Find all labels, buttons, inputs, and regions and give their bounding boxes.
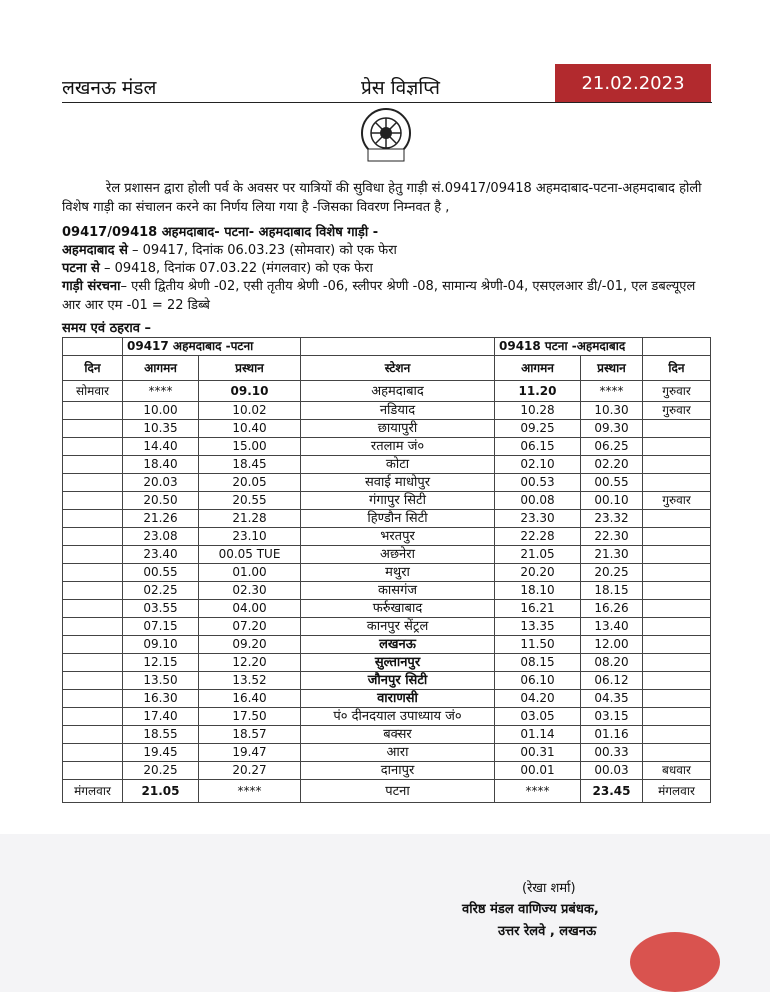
cell-arrival-up: 12.15: [123, 654, 199, 672]
up-train-title: 09417 अहमदाबाद -पटना: [123, 338, 301, 356]
cell-departure-down: 22.30: [581, 528, 643, 546]
cell-departure-down: 18.15: [581, 582, 643, 600]
from-patna-text: – 09418, दिनांक 07.03.22 (मंगलवार) को एक फेरा: [99, 261, 373, 276]
cell-day-down: गुरुवार: [643, 402, 711, 420]
cell-day-up: सोमवार: [63, 381, 123, 402]
table-row: [63, 744, 711, 762]
table-row: [63, 381, 711, 402]
cell-arrival-up: 20.50: [123, 492, 199, 510]
cell-departure-down: 12.00: [581, 636, 643, 654]
cell-station: सवाई माधोपुर: [301, 474, 495, 492]
cell-arrival-down: 00.53: [495, 474, 581, 492]
cell-day-down: [643, 474, 711, 492]
cell-departure-up: 18.57: [199, 726, 301, 744]
header-departure-up: प्रस्थान: [199, 356, 301, 381]
cell-departure-up: ****: [199, 780, 301, 803]
cell-departure-down: 04.35: [581, 690, 643, 708]
cell-day-down: [643, 726, 711, 744]
cell-day-up: मंगलवार: [63, 780, 123, 803]
table-row: [63, 690, 711, 708]
cell-arrival-down: 01.14: [495, 726, 581, 744]
cell-day-up: [63, 456, 123, 474]
cell-departure-up: 19.47: [199, 744, 301, 762]
cell-departure-up: 04.00: [199, 600, 301, 618]
table-row: [63, 708, 711, 726]
cell-day-down: बधवार: [643, 762, 711, 780]
cell-day-down: [643, 510, 711, 528]
cell-day-down: [643, 708, 711, 726]
cell-station: अहमदाबाद: [301, 381, 495, 402]
cell-arrival-down: 22.28: [495, 528, 581, 546]
cell-day-up: [63, 582, 123, 600]
cell-station: वाराणसी: [301, 690, 495, 708]
title-blank-right: [643, 338, 711, 356]
table-row: [63, 474, 711, 492]
cell-arrival-up: 21.05: [123, 780, 199, 803]
cell-arrival-down: ****: [495, 780, 581, 803]
table-row: [63, 582, 711, 600]
cell-departure-up: 09.10: [199, 381, 301, 402]
cell-day-down: [643, 636, 711, 654]
cell-departure-up: 12.20: [199, 654, 301, 672]
cell-departure-up: 09.20: [199, 636, 301, 654]
cell-day-down: [643, 744, 711, 762]
cell-arrival-down: 18.10: [495, 582, 581, 600]
cell-departure-down: 20.25: [581, 564, 643, 582]
table-row: [63, 438, 711, 456]
cell-departure-up: 20.55: [199, 492, 301, 510]
cell-departure-up: 07.20: [199, 618, 301, 636]
cell-station: जौनपुर सिटी: [301, 672, 495, 690]
signatory-designation: वरिष्ठ मंडल वाणिज्य प्रबंधक,: [462, 902, 599, 917]
cell-departure-down: 03.15: [581, 708, 643, 726]
cell-arrival-up: 09.10: [123, 636, 199, 654]
cell-departure-down: 13.40: [581, 618, 643, 636]
cell-day-up: [63, 690, 123, 708]
cell-departure-down: 21.30: [581, 546, 643, 564]
cell-arrival-down: 00.01: [495, 762, 581, 780]
cell-arrival-up: 20.03: [123, 474, 199, 492]
cell-day-up: [63, 528, 123, 546]
cell-arrival-up: 10.35: [123, 420, 199, 438]
cell-day-down: [643, 582, 711, 600]
cell-departure-down: 08.20: [581, 654, 643, 672]
table-row: [63, 636, 711, 654]
cell-arrival-up: ****: [123, 381, 199, 402]
cell-day-down: [643, 690, 711, 708]
cell-day-up: [63, 762, 123, 780]
cell-departure-down: 00.55: [581, 474, 643, 492]
cell-arrival-down: 21.05: [495, 546, 581, 564]
cell-day-down: [643, 438, 711, 456]
header-station: स्टेशन: [301, 356, 495, 381]
cell-departure-up: 10.02: [199, 402, 301, 420]
table-row: [63, 420, 711, 438]
cell-arrival-down: 20.20: [495, 564, 581, 582]
cell-arrival-down: 16.21: [495, 600, 581, 618]
cell-departure-down: 06.25: [581, 438, 643, 456]
cell-day-up: [63, 654, 123, 672]
cell-station: रतलाम जं०: [301, 438, 495, 456]
cell-arrival-down: 06.10: [495, 672, 581, 690]
cell-day-up: [63, 546, 123, 564]
from-patna-line: [62, 259, 373, 278]
table-row: [63, 672, 711, 690]
header-arrival-up: आगमन: [123, 356, 199, 381]
header-divider: [62, 102, 712, 103]
cell-day-up: [63, 474, 123, 492]
cell-arrival-up: 18.40: [123, 456, 199, 474]
cell-departure-down: 23.45: [581, 780, 643, 803]
timetable: [62, 337, 711, 803]
header-day-up: दिन: [63, 356, 123, 381]
cell-departure-up: 02.30: [199, 582, 301, 600]
table-row: [63, 780, 711, 803]
cell-departure-up: 01.00: [199, 564, 301, 582]
cell-departure-up: 13.52: [199, 672, 301, 690]
cell-departure-up: 21.28: [199, 510, 301, 528]
cell-departure-down: 00.33: [581, 744, 643, 762]
division-name: लखनऊ मंडल: [62, 77, 157, 99]
cell-station: भरतपुर: [301, 528, 495, 546]
cell-arrival-up: 19.45: [123, 744, 199, 762]
table-row: [63, 528, 711, 546]
cell-departure-down: 09.30: [581, 420, 643, 438]
title-blank-left: [63, 338, 123, 356]
cell-station: कासगंज: [301, 582, 495, 600]
cell-station: कानपुर सेंट्रल: [301, 618, 495, 636]
train-title: 09417/09418 अहमदाबाद- पटना- अहमदाबाद विशेष गाड़ी -: [62, 225, 379, 240]
table-row: [63, 564, 711, 582]
cell-arrival-down: 10.28: [495, 402, 581, 420]
cell-arrival-up: 10.00: [123, 402, 199, 420]
cell-station: लखनऊ: [301, 636, 495, 654]
cell-station: नडियाद: [301, 402, 495, 420]
signatory-name: (रेखा शर्मा): [522, 881, 576, 896]
cell-departure-down: 00.10: [581, 492, 643, 510]
cell-departure-up: 10.40: [199, 420, 301, 438]
cell-arrival-down: 11.20: [495, 381, 581, 402]
cell-arrival-up: 23.40: [123, 546, 199, 564]
table-row: [63, 726, 711, 744]
cell-station: आरा: [301, 744, 495, 762]
cell-arrival-up: 13.50: [123, 672, 199, 690]
table-row: [63, 654, 711, 672]
timing-label: समय एवं ठहराव –: [62, 321, 151, 336]
cell-arrival-down: 00.31: [495, 744, 581, 762]
cell-station: दानापुर: [301, 762, 495, 780]
cell-day-down: [643, 420, 711, 438]
cell-day-down: [643, 672, 711, 690]
table-row: [63, 762, 711, 780]
cell-day-down: [643, 546, 711, 564]
northern-railway-logo: [356, 105, 416, 165]
cell-arrival-down: 08.15: [495, 654, 581, 672]
from-ahmedabad-text: – 09417, दिनांक 06.03.23 (सोमवार) को एक फेरा: [127, 243, 397, 258]
cell-day-up: [63, 744, 123, 762]
cell-day-down: गुरुवार: [643, 492, 711, 510]
cell-arrival-up: 14.40: [123, 438, 199, 456]
cell-departure-up: 16.40: [199, 690, 301, 708]
cell-station: सुल्तानपुर: [301, 654, 495, 672]
from-ahmedabad-label: अहमदाबाद से: [62, 243, 128, 258]
cell-station: गंगापुर सिटी: [301, 492, 495, 510]
header-departure-down: प्रस्थान: [581, 356, 643, 381]
cell-departure-down: ****: [581, 381, 643, 402]
rake-label: गाड़ी संरचना: [62, 279, 121, 294]
cell-station: अछनेरा: [301, 546, 495, 564]
cell-day-down: [643, 528, 711, 546]
cell-departure-up: 15.00: [199, 438, 301, 456]
down-train-title: 09418 पटना -अहमदाबाद: [495, 338, 643, 356]
cell-arrival-down: 11.50: [495, 636, 581, 654]
table-row: [63, 456, 711, 474]
table-row: [63, 546, 711, 564]
cell-departure-down: 00.03: [581, 762, 643, 780]
cell-departure-up: 23.10: [199, 528, 301, 546]
rake-composition: [62, 277, 712, 315]
table-row: [63, 618, 711, 636]
cell-departure-down: 16.26: [581, 600, 643, 618]
cell-departure-down: 01.16: [581, 726, 643, 744]
table-row: [63, 402, 711, 420]
cell-arrival-up: 20.25: [123, 762, 199, 780]
cell-arrival-down: 09.25: [495, 420, 581, 438]
signatory-office: उत्तर रेलवे , लखनऊ: [498, 924, 597, 939]
cell-arrival-down: 03.05: [495, 708, 581, 726]
cell-arrival-up: 16.30: [123, 690, 199, 708]
cell-station: कोटा: [301, 456, 495, 474]
cell-day-down: [643, 654, 711, 672]
cell-day-up: [63, 726, 123, 744]
cell-day-up: [63, 492, 123, 510]
cell-day-down: [643, 564, 711, 582]
cell-day-up: [63, 600, 123, 618]
cell-day-down: [643, 600, 711, 618]
cell-arrival-up: 07.15: [123, 618, 199, 636]
from-ahmedabad-line: [62, 241, 397, 260]
cell-departure-down: 06.12: [581, 672, 643, 690]
cell-arrival-down: 02.10: [495, 456, 581, 474]
release-date-badge: 21.02.2023: [555, 64, 711, 102]
cell-arrival-up: 21.26: [123, 510, 199, 528]
cell-station: मथुरा: [301, 564, 495, 582]
cell-departure-down: 10.30: [581, 402, 643, 420]
cell-departure-up: 18.45: [199, 456, 301, 474]
intro-paragraph: रेल प्रशासन द्वारा होली पर्व के अवसर पर यात्रियों की सुविधा हेतु गाड़ी सं.09417/09418 अहमदाबाद-पटना-अहमदाबाद होली विशेष गाड़ी का संचालन करने का निर्णय लिया गया है -जिसका विवरण निम्नवत है ,: [62, 181, 702, 215]
cell-departure-up: 20.05: [199, 474, 301, 492]
header-arrival-down: आगमन: [495, 356, 581, 381]
cell-day-up: [63, 420, 123, 438]
cell-arrival-up: 03.55: [123, 600, 199, 618]
cell-station: फर्रुखाबाद: [301, 600, 495, 618]
cell-departure-down: 02.20: [581, 456, 643, 474]
cell-arrival-down: 23.30: [495, 510, 581, 528]
cell-arrival-down: 04.20: [495, 690, 581, 708]
cell-day-up: [63, 636, 123, 654]
cell-departure-up: 20.27: [199, 762, 301, 780]
table-row: [63, 492, 711, 510]
cell-day-up: [63, 438, 123, 456]
cell-day-down: मंगलवार: [643, 780, 711, 803]
cell-arrival-up: 00.55: [123, 564, 199, 582]
rake-text: – एसी द्वितीय श्रेणी -02, एसी तृतीय श्रेणी -06, स्लीपर श्रेणी -08, सामान्य श्रेणी-04, एसएलआर डी/-01, एल डबल्यूएल आर आर एम -01 = 22 डिब्बे: [62, 279, 696, 313]
from-patna-label: पटना से: [62, 261, 100, 276]
cell-station: हिण्डौन सिटी: [301, 510, 495, 528]
cell-station: पटना: [301, 780, 495, 803]
cell-departure-up: 17.50: [199, 708, 301, 726]
cell-arrival-down: 00.08: [495, 492, 581, 510]
press-release-title: प्रेस विज्ञप्ति: [361, 77, 440, 99]
cell-day-down: [643, 618, 711, 636]
cell-arrival-up: 02.25: [123, 582, 199, 600]
cell-day-up: [63, 510, 123, 528]
corner-button[interactable]: [630, 932, 720, 992]
header-day-down: दिन: [643, 356, 711, 381]
cell-station: पं० दीनदयाल उपाध्याय जं०: [301, 708, 495, 726]
cell-day-down: गुरुवार: [643, 381, 711, 402]
table-row: [63, 600, 711, 618]
cell-day-up: [63, 672, 123, 690]
cell-arrival-up: 23.08: [123, 528, 199, 546]
cell-arrival-up: 18.55: [123, 726, 199, 744]
cell-arrival-down: 06.15: [495, 438, 581, 456]
cell-day-up: [63, 564, 123, 582]
cell-arrival-up: 17.40: [123, 708, 199, 726]
cell-day-up: [63, 708, 123, 726]
cell-day-up: [63, 402, 123, 420]
cell-day-up: [63, 618, 123, 636]
cell-arrival-down: 13.35: [495, 618, 581, 636]
cell-departure-down: 23.32: [581, 510, 643, 528]
cell-station: बक्सर: [301, 726, 495, 744]
title-blank-mid: [301, 338, 495, 356]
table-row: [63, 510, 711, 528]
cell-day-down: [643, 456, 711, 474]
cell-station: छायापुरी: [301, 420, 495, 438]
cell-departure-up: 00.05 TUE: [199, 546, 301, 564]
